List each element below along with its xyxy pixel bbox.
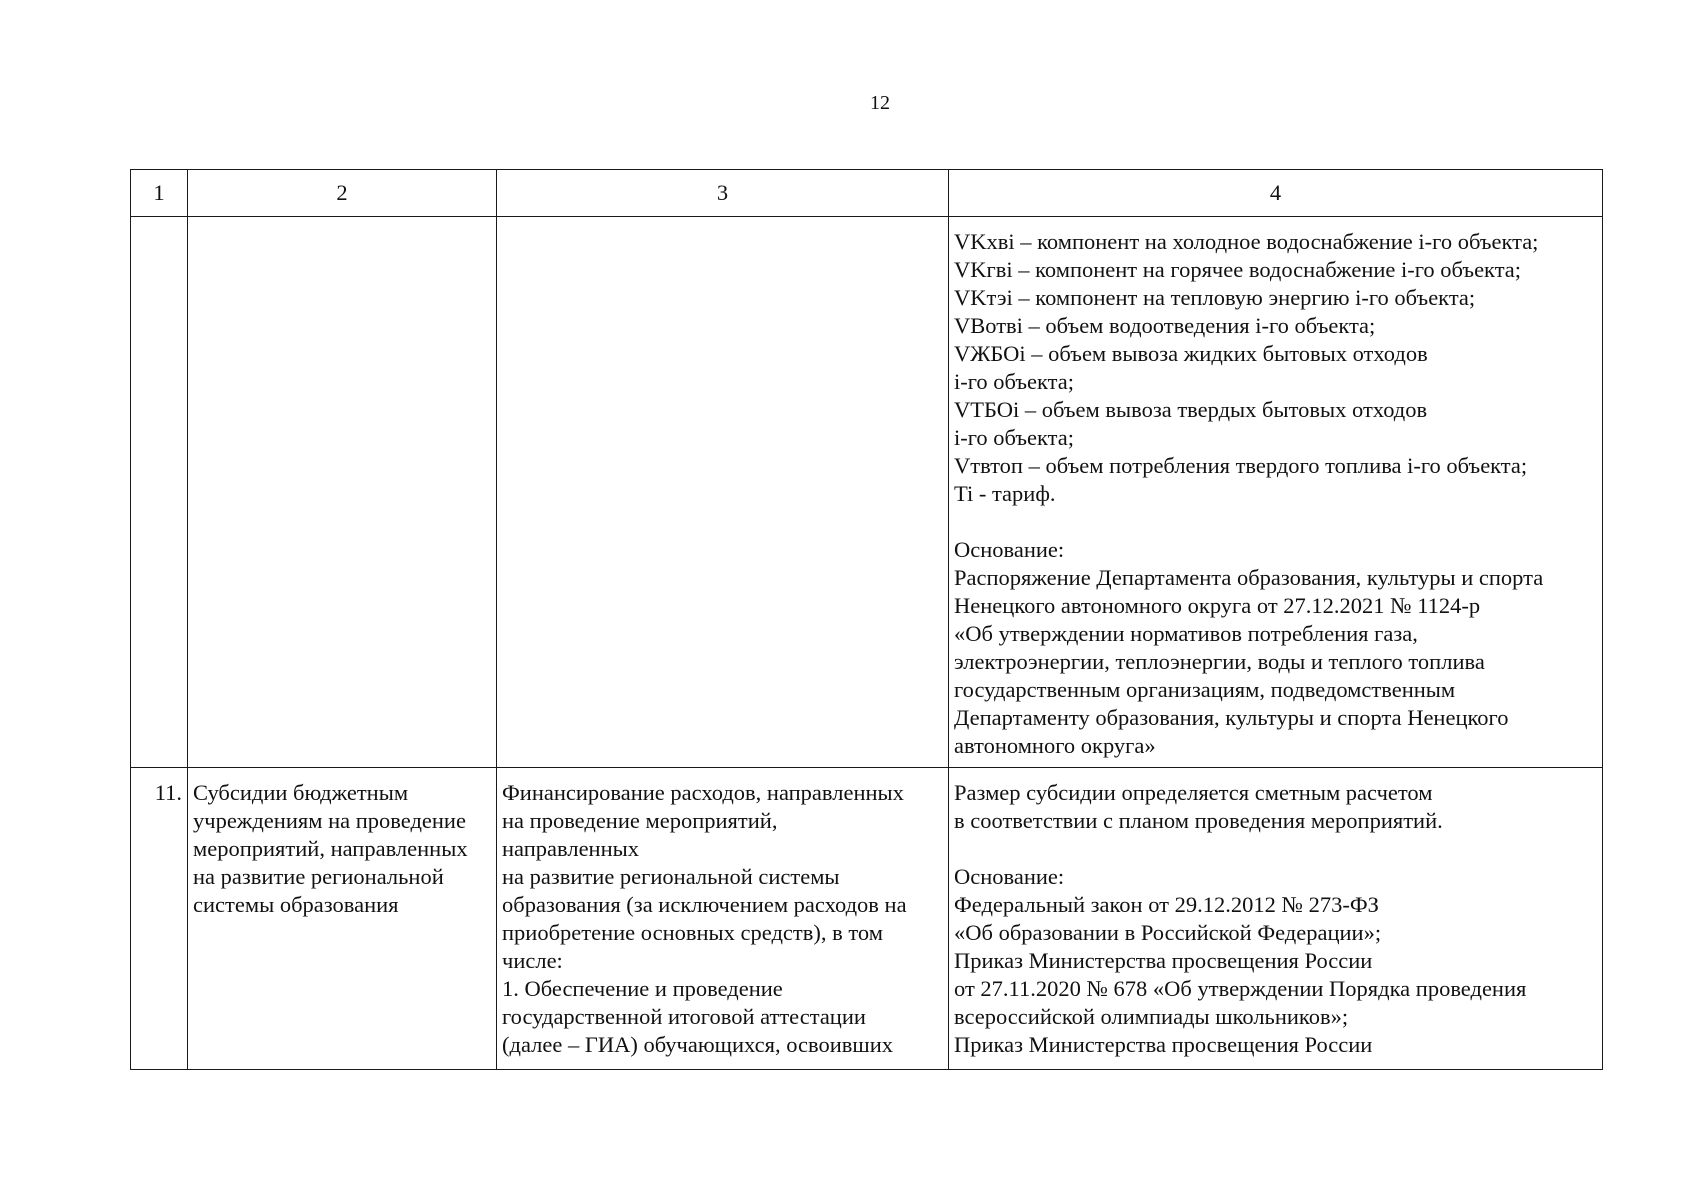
table-header-row — [131, 170, 1603, 217]
row-number-cell: 11. — [131, 768, 188, 1070]
row-name-cell — [188, 217, 497, 768]
row-number-cell — [131, 217, 188, 768]
document-table — [130, 169, 1603, 1070]
table-row — [131, 768, 1603, 1070]
table-row — [131, 217, 1603, 768]
header-cell-4: 4 — [949, 170, 1603, 217]
header-cell-1: 1 — [131, 170, 188, 217]
row-details-cell: VKxвi – компонент на холодное водоснабжение i-го объекта; VKгвi – компонент на горячее водоснабжение i-го объекта; VKтэi – компонент на тепловую энергию i-го объекта; VBотвi – объем водоотведения i-го объекта; VЖБОi – объем вывоза жидких бытовых отходов i-го объекта; VТБОi – объем вывоза твердых бытовых отходов i-го объекта; Vтвтоп – объем потребления твердого топлива i-го объекта; Ti - тариф. Основание: Распоряжение Департамента образования, культуры и спорта Ненецкого автономного округа от 27.12.2021 № 1124-р «Об утверждении нормативов потребления газа, электроэнергии, теплоэнергии, воды и теплого топлива государственным организациям, подведомственным Департаменту образования, культуры и спорта Ненецкого автономного округа» — [949, 217, 1603, 768]
page-number: 12 — [870, 92, 890, 114]
header-cell-2: 2 — [188, 170, 497, 217]
row-description-cell: Финансирование расходов, направленных на проведение мероприятий, направленных на развитие региональной системы образования (за исключением расходов на приобретение основных средств), в том числе: 1. Обеспечение и проведение государственной итоговой аттестации (далее – ГИА) обучающихся, освоивших — [497, 768, 949, 1070]
row-description-cell — [497, 217, 949, 768]
header-cell-3: 3 — [497, 170, 949, 217]
row-details-cell: Размер субсидии определяется сметным расчетом в соответствии с планом проведения мероприятий. Основание: Федеральный закон от 29.12.2012 № 273-ФЗ «Об образовании в Российской Федерации»; Приказ Министерства просвещения России от 27.11.2020 № 678 «Об утверждении Порядка проведения всероссийской олимпиады школьников»; Приказ Министерства просвещения России — [949, 768, 1603, 1070]
row-name-cell: Субсидии бюджетным учреждениям на проведение мероприятий, направленных на развитие региональной системы образования — [188, 768, 497, 1070]
